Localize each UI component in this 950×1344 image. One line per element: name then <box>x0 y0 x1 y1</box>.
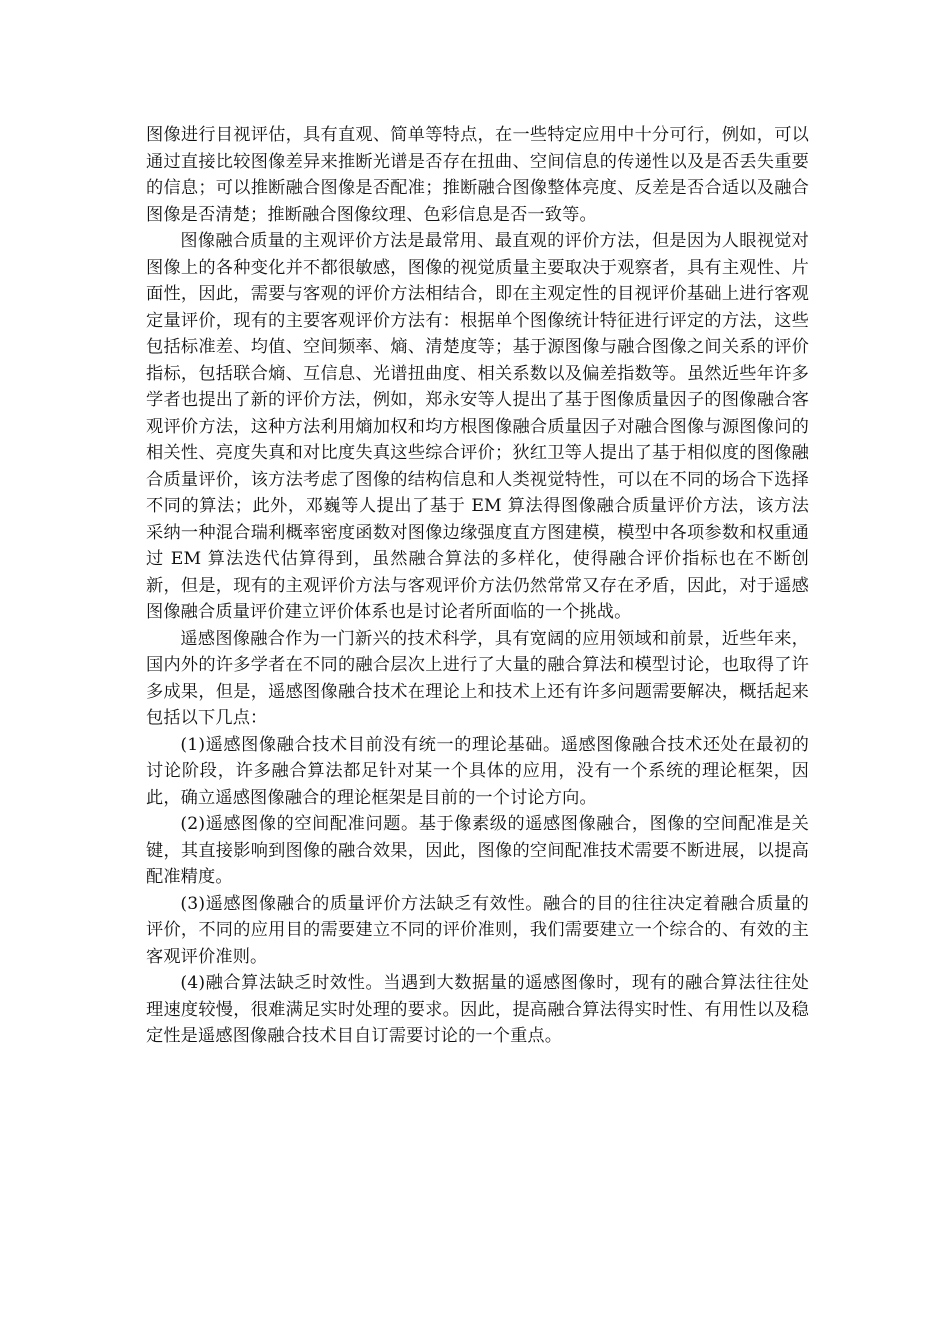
list-item-4: (4)融合算法缺乏时效性。当遇到大数据量的遥感图像时，现有的融合算法往往处理速度较慢，很难满足实时处理的要求。因此，提高融合算法得实时性、有用性以及稳定性是遥感图像融合技术目自订需要讨论的一个重点。 <box>146 973 809 1046</box>
list-item-3: (3)遥感图像融合的质量评价方法缺乏有效性。融合的目的往往决定着融合质量的评价，不同的应用目的需要建立不同的评价准则，我们需要建立一个综合的、有效的主客观评价准则。 <box>146 893 809 967</box>
paragraph-2: 图像融合质量的主观评价方法是最常用、最直观的评价方法，但是因为人眼视觉对图像上的各种变化并不都很敏感，图像的视觉质量主要取决于观察者，具有主观性、片面性，因此，需要与客观的评价方法相结合，即在主观定性的目视评价基础上进行客观定量评价，现有的主要客观评价方法有：根据单个图像统计特征进行评定的方法，这些包括标准差、均值、空间频率、熵、清楚度等；基于源图像与融合图像之间关系的评价指标，包括联合熵、互信息、光谱扭曲度、相关系数以及偏差指数等。虽然近些年许多学者也提出了新的评价方法，例如，郑永安等人提出了基于图像质量因子的图像融合客观评价方法，这种方法利用熵加权和均方根图像融合质量因子对融合图像与源图像问的相关性、亮度失真和对比度失真这些综合评价；狄红卫等人提出了基于相似度的图像融合质量评价，该方法考虑了图像的结构信息和人类视觉特性，可以在不同的场合下选择不同的算法；此外，邓巍等人提出了基于 EM 算法得图像融合质量评价方法，该方法采纳一种混合瑞利概率密度函数对图像边缘强度直方图建模，模型中各项参数和权重通过 EM 算法迭代估算得到，虽然融合算法的多样化，使得融合评价指标也在不断创新，但是，现有的主观评价方法与客观评价方法仍然常常又存在矛盾，因此，对于遥感图像融合质量评价建立评价体系也是讨论者所面临的一个挑战。 <box>146 231 809 622</box>
document-body <box>146 122 809 1050</box>
paragraph-3: 遥感图像融合作为一门新兴的技术科学，具有宽阔的应用领域和前景，近些年来，国内外的许多学者在不同的融合层次上进行了大量的融合算法和模型讨论，也取得了许多成果，但是，遥感图像融合技术在理论上和技术上还有许多问题需要解决，概括起来包括以下几点： <box>146 628 809 728</box>
paragraph-1: 图像进行目视评估，具有直观、简单等特点，在一些特定应用中十分可行，例如，可以通过直接比较图像差异来推断光谱是否存在扭曲、空间信息的传递性以及是否丢失重要的信息；可以推断融合图像是否配准；推断融合图像整体亮度、反差是否合适以及融合图像是否清楚；推断融合图像纹理、色彩信息是否一致等。 <box>146 125 809 225</box>
list-item-2: (2)遥感图像的空间配准问题。基于像素级的遥感图像融合，图像的空间配准是关键，其直接影响到图像的融合效果，因此，图像的空间配准技术需要不断进展，以提高配准精度。 <box>146 814 809 887</box>
list-item-1: (1)遥感图像融合技术目前没有统一的理论基础。遥感图像融合技术还处在最初的讨论阶段，许多融合算法都足针对某一个具体的应用，没有一个系统的理论框架，因此，确立遥感图像融合的理论框架是目前的一个讨论方向。 <box>146 734 809 808</box>
